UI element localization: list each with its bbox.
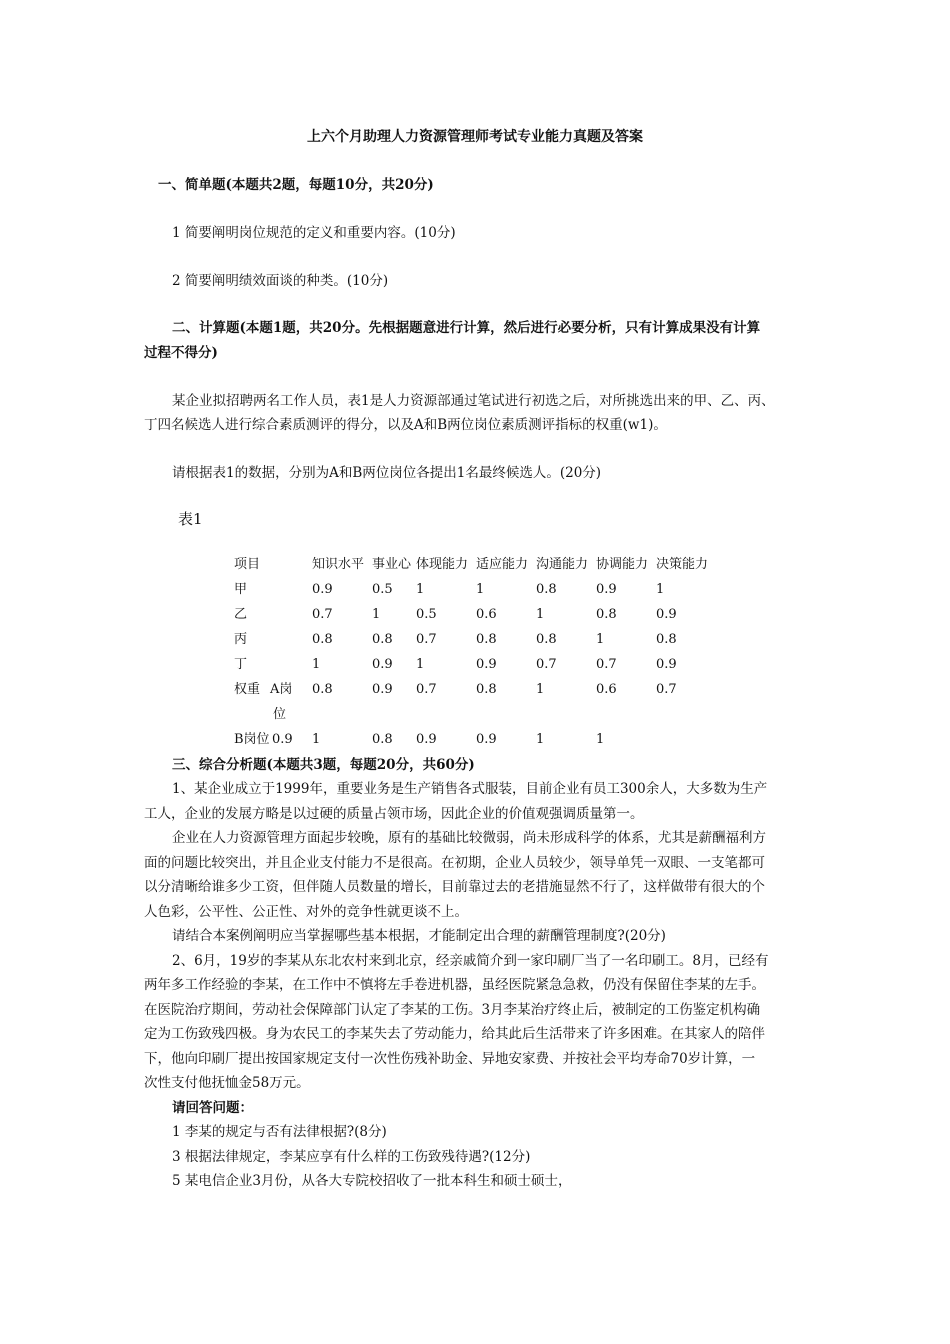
ask-question-1: 1 李某的规定与否有法律根据?(8分) — [172, 1124, 387, 1140]
table-cell: 0.9 — [372, 682, 393, 697]
section2-paragraph-1-line1: 某企业拟招聘两名工作人员，表1是人力资源部通过笔试进行初选之后，对所挑选出来的甲、乙、丙、 — [172, 393, 775, 409]
case1-line: 以分清晰给谁多少工资，但伴随人员数量的增长，目前靠过去的老措施显然不行了，这样做带有很大的个 — [144, 879, 765, 895]
table-cell: 1 — [312, 732, 321, 747]
table-weight-label: 权重 — [234, 682, 261, 697]
case1-line: 工人，企业的发展方略是以过硬的质量占领市场，因此企业的价值观强调质量第一。 — [144, 806, 644, 822]
case2-line: 定为工伤致残四极。身为农民工的李某失去了劳动能力，给其此后生活带来了许多困难。在其家人的陪伴 — [144, 1026, 765, 1042]
case2-line: 在医院治疗期间，劳动社会保障部门认定了李某的工伤。3月李某治疗终止后，被制定的工伤鉴定机构确 — [144, 1002, 761, 1018]
table-cell: 0.9 — [656, 657, 677, 672]
case1-line: 人色彩，公平性、公正性、对外的竞争性就更谈不上。 — [144, 904, 468, 920]
table-cell: 1 — [536, 732, 545, 747]
table-cell: 0.6 — [596, 682, 617, 697]
table-cell: 0.5 — [372, 582, 393, 597]
table-cell: 0.8 — [536, 632, 557, 647]
table-cell: 0.9 — [596, 582, 617, 597]
case1-line: 面的问题比较突出，并且企业支付能力不是很高。在初期，企业人员较少，领导单凭一双眼、一支笔都可 — [144, 855, 765, 871]
table-row-label: 丙 — [234, 632, 248, 647]
table-cell: 0.9 — [476, 657, 497, 672]
table-row-label: 丁 — [234, 657, 248, 672]
table-header-cell: 事业心 — [372, 557, 412, 572]
table-header-cell: 协调能力 — [596, 557, 649, 572]
table-row-label: 乙 — [234, 607, 248, 622]
table-cell: 1 — [476, 582, 485, 597]
table-cell: 0.8 — [372, 732, 393, 747]
table-header-cell: 知识水平 — [312, 557, 365, 572]
table-cell: 1 — [372, 607, 381, 622]
case2-line: 2、6月，19岁的李某从东北农村来到北京，经亲戚简介到一家印刷厂当了一名印刷工。8月，已经有 — [172, 953, 769, 969]
table-cell: 0.8 — [536, 582, 557, 597]
table-cell: 0.8 — [372, 632, 393, 647]
ask-question-3: 3 根据法律规定，李某应享有什么样的工伤致残待遇?(12分) — [172, 1149, 531, 1165]
case2-line: 两年多工作经验的李某，在工作中不慎将左手卷进机器，虽经医院紧急急救，仍没有保留住李某的左手。 — [144, 977, 765, 993]
table-cell: 0.8 — [476, 632, 497, 647]
section1-question-2: 2 简要阐明绩效面谈的种类。(10分) — [172, 273, 389, 289]
table-weight-a-label-wrap: 位 — [273, 707, 287, 722]
table-cell: 0.9 — [476, 732, 497, 747]
table-cell: 0.8 — [476, 682, 497, 697]
table-cell: 1 — [416, 657, 425, 672]
section1-question-1: 1 简要阐明岗位规范的定义和重要内容。(10分) — [172, 225, 456, 241]
case2-line: 下，他向印刷厂提出按国家规定支付一次性伤残补助金、异地安家费、并按社会平均寿命70岁计算，一 — [144, 1051, 756, 1067]
table-cell: 0.8 — [312, 632, 333, 647]
table-cell: 0.8 — [312, 682, 333, 697]
section2-paragraph-2: 请根据表1的数据，分别为A和B两位岗位各提出1名最终候选人。(20分) — [172, 465, 602, 481]
table-header-cell: 沟通能力 — [536, 557, 589, 572]
table-cell: 0.7 — [656, 682, 677, 697]
table-cell: 0.5 — [416, 607, 437, 622]
section2-heading-line1: 二、计算题(本题1题，共20分。先根据题意进行计算，然后进行必要分析，只有计算成果没有计算 — [172, 320, 761, 336]
table-cell: 1 — [312, 657, 321, 672]
table-header-cell: 体现能力 — [416, 557, 469, 572]
table-cell: 0.9 — [312, 582, 333, 597]
section1-heading: 一、简单题(本题共2题，每题10分，共20分) — [158, 177, 434, 193]
table-weight-a-label: A岗 — [270, 682, 293, 697]
table-header-cell: 适应能力 — [476, 557, 529, 572]
table-caption: 表1 — [178, 510, 203, 528]
table-cell: 1 — [596, 732, 605, 747]
section3-heading: 三、综合分析题(本题共3题，每题20分，共60分) — [172, 757, 475, 773]
table-cell: 1 — [416, 582, 425, 597]
table-header-cell: 决策能力 — [656, 557, 709, 572]
table-cell: 0.9 — [372, 657, 393, 672]
table-header-cell: 项目 — [234, 557, 261, 572]
table-cell: 0.9 — [272, 732, 293, 747]
section2-paragraph-1-line2: 丁四名候选人进行综合素质测评的得分，以及A和B两位岗位素质测评指标的权重(w1)。 — [144, 417, 667, 433]
table-cell: 0.7 — [596, 657, 617, 672]
table-cell: 0.7 — [416, 682, 437, 697]
table-cell: 0.7 — [416, 632, 437, 647]
case2-line: 次性支付他抚恤金58万元。 — [144, 1075, 310, 1091]
table-cell: 0.9 — [656, 607, 677, 622]
table-cell: 1 — [656, 582, 665, 597]
table-cell: 0.7 — [312, 607, 333, 622]
table-cell: 0.9 — [416, 732, 437, 747]
table-cell: 0.7 — [536, 657, 557, 672]
table-cell: 1 — [596, 632, 605, 647]
table-weight-b-label: B岗位 — [234, 732, 270, 747]
ask-heading: 请回答问题： — [172, 1100, 253, 1116]
case1-line: 1、某企业成立于1999年，重要业务是生产销售各式服装，目前企业有员工300余人，大多数为生产 — [172, 781, 768, 797]
question-5: 5 某电信企业3月份，从各大专院校招收了一批本科生和硕士硕士， — [172, 1173, 572, 1189]
table-cell: 1 — [536, 682, 545, 697]
table-cell: 0.8 — [596, 607, 617, 622]
section2-heading-line2: 过程不得分) — [144, 345, 218, 361]
case1-line: 请结合本案例阐明应当掌握哪些基本根据，才能制定出合理的薪酬管理制度?(20分) — [172, 928, 666, 944]
case1-line: 企业在人力资源管理方面起步较晚，原有的基础比较微弱，尚未形成科学的体系，尤其是薪酬福利方 — [172, 830, 766, 846]
table-cell: 1 — [536, 607, 545, 622]
document-title: 上六个月助理人力资源管理师考试专业能力真题及答案 — [307, 129, 643, 145]
table-row-label: 甲 — [234, 582, 248, 597]
table-cell: 0.6 — [476, 607, 497, 622]
table-cell: 0.8 — [656, 632, 677, 647]
